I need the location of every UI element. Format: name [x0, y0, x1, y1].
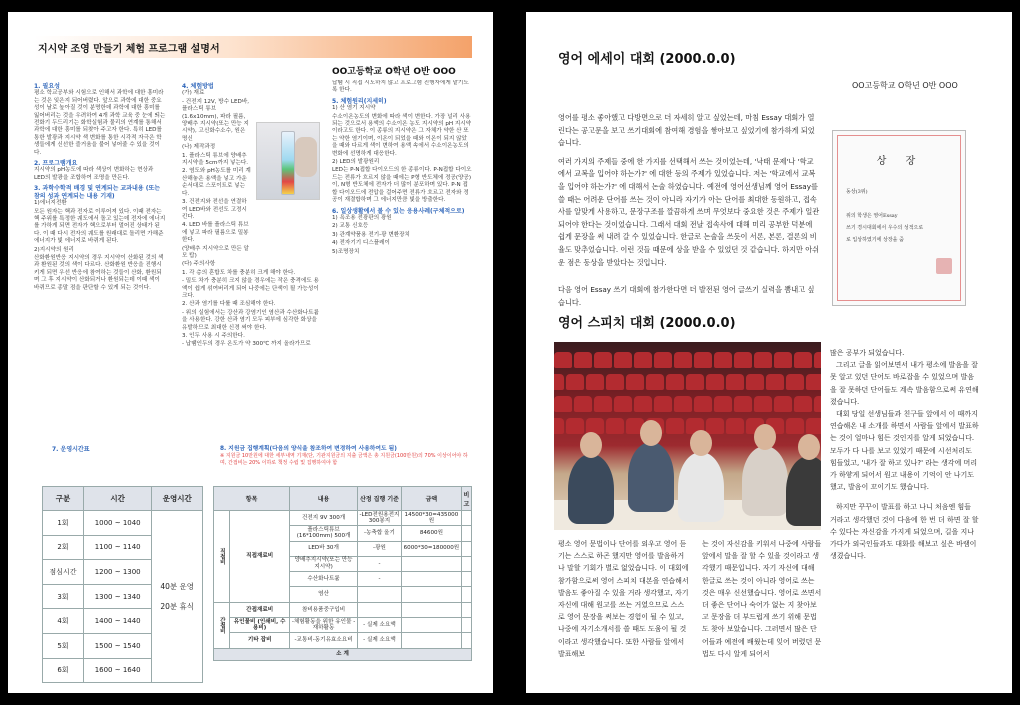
- essay-body: [558, 112, 820, 275]
- auditorium-seat: [654, 396, 672, 412]
- table-cell: [357, 587, 401, 602]
- budget-table: [213, 486, 472, 661]
- auditorium-seat: [694, 396, 712, 412]
- table-cell: 수산화나트륨: [290, 572, 358, 587]
- paragraph: 4. LED 바를 플라스틱 튜브에 넣고 파라 필름으로 밀봉한다.: [182, 222, 249, 244]
- table-cell: 플라스틱튜브(16*100mm) 500개: [290, 526, 358, 541]
- paragraph: - 납땜인두의 경우 온도가 약 300℃ 까지 올라가므로: [182, 341, 311, 348]
- page-header-bar: [34, 36, 472, 58]
- paragraph: (양배추 지시약으로 만든 알모 탑): [182, 245, 249, 259]
- judge-figure: [678, 452, 724, 522]
- indicator-lamp-photo: [256, 122, 320, 200]
- table-cell: 1200 ~ 1300: [83, 560, 151, 585]
- judge-figure: [568, 454, 614, 524]
- paragraph: 2) LED의 발광원리: [332, 159, 380, 166]
- auditorium-seat: [574, 396, 592, 412]
- section-heading: 3. 과학수학적 배경 및 연계되는 교과내용 (또는 참의 성과 연계되는 내용 기재): [34, 185, 161, 200]
- auditorium-seat: [554, 418, 564, 434]
- table-cell: [461, 511, 471, 526]
- speech-body-col1: 평소 영어 문법이나 단어를 외우고 영어 듣기는 스스로 하곤 했지만 영어를 발음하거나 말할 기회가 별로 없었습니다. 이 대회에 참가함으로써 영어 스피치 대본을 연습해서 발음도 좋아질 수 있을 거라 생각했고, 자기 자신에 대해 원고를 쓰는 거였으므로 스스로 영어 문장을 써보는 경험이 될 수 있고, 나중에 자기소개서를 쓸 때도 도움이 될 것이라고 생각했습니다. 또한 사람들 앞에서 발표해보: [558, 540, 689, 658]
- table-cell: 소 계: [214, 648, 472, 660]
- certificate-line: 동상(3위): [846, 189, 868, 195]
- column-3: [332, 80, 472, 420]
- paragraph: 1) 산 염기 지시약: [332, 105, 376, 112]
- table-cell: 1300 ~ 1340: [83, 584, 151, 609]
- table-cell: [461, 541, 471, 556]
- table-cell: -: [357, 572, 401, 587]
- table-cell: 1회: [43, 511, 84, 536]
- paragraph: 3. 건전지와 전선을 연결하여 LED바와 전선도 고정시킨다.: [182, 199, 247, 220]
- table-cell: 6000*30=180000원: [401, 541, 461, 556]
- schedule-heading: 7. 운영시간표: [52, 446, 90, 453]
- table-cell: 점심시간: [43, 560, 84, 585]
- auditorium-seat: [634, 396, 652, 412]
- table-cell: 참비용품중구입비: [290, 602, 358, 617]
- section-heading: 1. 필요성: [34, 83, 60, 90]
- certificate-line: 로 입상하였기에 상장을 줌: [846, 237, 904, 243]
- auditorium-seat: [654, 352, 672, 368]
- table-cell: 간접비: [214, 602, 230, 648]
- paragraph: 납땜 시 직접 시도하지 않고 프로그램 진행자에게 맡기도록 한다.: [332, 80, 469, 94]
- paragraph: 3. 인두 사용 시 주의한다.: [182, 333, 245, 339]
- auditorium-seat: [726, 418, 744, 434]
- paragraph: LED는 P-N접합 다이오드의 한 종류이다. P-N접합 다이오드는 전류가 흐르지 않을 때에는 P형 반도체에 정공(양공)이, N형 반도체에 전자가 더 많이 분포하며 있다. P-N 접합 다이오드에 전압을 걸어주면 전류가 흐르고 전자와 정공이 재결합하며 그 에너지만큼 빛을 방출한다.: [332, 167, 472, 204]
- table-cell: 기타 잡비: [230, 633, 290, 648]
- paragraph: 2. 산과 염기를 다룰 때 조심해야 한다.: [182, 301, 276, 308]
- table-cell: - 실제 소요액: [357, 618, 401, 633]
- paragraph: 많은 공부가 되었습니다.: [830, 349, 905, 357]
- speech-body-col3: [830, 347, 980, 568]
- auditorium-seat: [614, 352, 632, 368]
- auditorium-seat: [734, 352, 752, 368]
- table-cell: [401, 556, 461, 571]
- auditorium-seat: [786, 418, 804, 434]
- paragraph: 다음 영어 Essay 쓰기 대회에 참가한다면 더 발전된 영어 글쓰기 실력을 뽐내고 싶습니다.: [558, 285, 815, 307]
- essay-closing: [558, 284, 820, 315]
- table-cell: 간접재료비: [230, 602, 290, 617]
- table-row: [214, 633, 472, 648]
- break-length: 20분 휴식: [160, 601, 195, 611]
- auditorium-seat: [666, 374, 684, 390]
- paragraph: 1) 욕조용 전광판의 광원: [332, 214, 392, 221]
- schedule-table: [42, 486, 203, 683]
- table-cell: 4회: [43, 609, 84, 634]
- auditorium-seat: [566, 418, 584, 434]
- speech-contest-photo: [554, 342, 821, 530]
- table-cell: 1100 ~ 1140: [83, 535, 151, 560]
- paragraph: - 건전지 12V, 방수 LED바, 플라스틱 튜브 (1.6x10mm), 파라 필름, 양배추 지시약(또는 만능 지시약), 고신화수소수, 원은 명신: [182, 98, 250, 142]
- table-row: [43, 511, 203, 536]
- table-cell: 3회: [43, 584, 84, 609]
- table-cell: [461, 587, 471, 602]
- table-cell: -: [357, 556, 401, 571]
- award-certificate: [832, 130, 966, 306]
- auditorium-seat: [774, 396, 792, 412]
- table-header: 운영시간: [152, 487, 203, 511]
- paragraph: 여러 가지의 주제들 중에 한 가지를 선택해서 쓰는 것이었는데, '낙태 문제'나 '학교에서 교복을 입어야 하는가?' 에 대한 등의 주제가 있었습니다. 저는 '학교에서 교복을 입어야 하는가?' 에 대해서 논술 하였습니다. 예전에 영어선생님께 영어 Essay를 쓸 때는 어려운 단어를 쓰는 것이 아니라 자기가 아는 단어를 최대한 동원하고, 접속사를 알맞게 사용하고, 문장구조를 깔끔하게 쓰며 무엇보다 중요한 것은 주제가 일관되어야 한다는 것이었습니다. 그래서 대회 전날 접속사에 대해 미리 공부한 덕분에 쉽게 문장을 써 내려 갈 수 있었습니다. 한글로 논술을 쓰듯이 서론, 본론, 결론의 비율도 맞추었습니다. 이런 것들 때문에 상을 받을 수 있었던 것 같습니다. 하지만 아쉬운 점은 동상을 받았다는 것입니다.: [558, 156, 820, 267]
- judge-head: [640, 420, 662, 446]
- table-cell: 14500*30=435000원: [401, 511, 461, 526]
- table-cell: -농축합 올기: [357, 526, 401, 541]
- auditorium-seat: [554, 352, 572, 368]
- table-cell: 직접재료비: [230, 511, 290, 603]
- section-heading: 5. 체험원리(지세히): [332, 97, 387, 105]
- activity-report-page: [526, 12, 1012, 693]
- table-cell: -교통비-동기유효소요비: [290, 633, 358, 648]
- auditorium-seat: [734, 396, 752, 412]
- table-header: 내용: [290, 487, 358, 511]
- certificate-title: 상 장: [876, 156, 924, 167]
- page-title: 지시약 조영 만들기 체험 프로그램 설명서: [38, 44, 220, 55]
- table-cell: [461, 618, 471, 633]
- seal-stamp: [936, 258, 952, 274]
- author-line: OO고등학교 O학년 O반 OOO: [332, 67, 456, 77]
- judge-head: [754, 424, 776, 450]
- auditorium-seat: [574, 352, 592, 368]
- table-cell: LED바 30개: [290, 541, 358, 556]
- table-cell: [401, 587, 461, 602]
- table-cell: [401, 572, 461, 587]
- auditorium-seat: [674, 352, 692, 368]
- table-cell: 1000 ~ 1040: [83, 511, 151, 536]
- table-cell: [461, 572, 471, 587]
- table-cell: 염산: [290, 587, 358, 602]
- table-cell: [461, 556, 471, 571]
- auditorium-seat: [754, 396, 772, 412]
- paragraph: (나) 제작과정: [182, 144, 216, 151]
- auditorium-seat: [706, 374, 724, 390]
- table-row: [214, 618, 472, 633]
- essay-contest-title: 영어 에세이 대회 (2000.0.0): [558, 52, 736, 67]
- paragraph: 산화환원반응 지시약의 경우 지시약이 산화된 것의 색과 환원된 것의 색이 다르다. 산화환원 반응을 진행시키게 되면 우선 반응에 참여하는 것들이 산화, 환원되며 그 후 지시약이 산화되거나 환원되는데 이때 색이 바뀌므로 종말 점을 판단할 수 있게 되는 것이다.: [34, 254, 164, 291]
- table-header: 비고: [461, 487, 471, 511]
- auditorium-seat: [814, 396, 821, 412]
- table-cell: -광원: [357, 541, 401, 556]
- judge-figure: [628, 442, 674, 512]
- table-cell: 5회: [43, 633, 84, 658]
- operation-note: [152, 511, 203, 683]
- judge-head: [580, 432, 602, 458]
- paragraph: 2. 염도와 pH농도를 미리 계산해놓은 용액을 넣고 가운 순서대로 스포이트로 넣는다.: [182, 168, 251, 197]
- auditorium-seat: [646, 374, 664, 390]
- table-cell: 2회: [43, 535, 84, 560]
- auditorium-seat: [626, 374, 644, 390]
- speech-body-col2: 는 것이 자신감을 키워서 나중에 사람들 앞에서 말을 잘 할 수 있을 것이라고 생각했기 때문입니다. 자기 자신에 대해 한글로 쓰는 것이 아니라 영어로 쓰는 것은 매우 신선했습니다. 영어로 쓰면서 더 좋은 단어나 숙어가 없는 지 찾아보고 문장을 더 부드럽게 쓰기 위해 문법도 찾아 보았습니다. 그러면서 많은 단어들과 예전에 배웠는데 잊어 버렸던 문법도 다시 알게 되어서: [702, 540, 822, 658]
- judge-figure: [786, 456, 821, 526]
- auditorium-seat: [594, 352, 612, 368]
- auditorium-seat: [746, 374, 764, 390]
- table-cell: - 실제 소요액: [357, 633, 401, 648]
- run-length: 40분 운영: [160, 581, 195, 591]
- judge-figure: [742, 446, 788, 516]
- speech-contest-title: 영어 스피치 대회 (2000.0.0): [558, 316, 736, 331]
- paragraph: 2)지시약의 원리: [34, 246, 74, 253]
- certificate-line: 위의 학생은 영어Essay: [846, 213, 898, 219]
- paragraph: - 밀도 차가 충분히 크지 않을 경우에는 작은 충격에도 용액이 쉽게 섞여버리게 되어 나중에는 단색이 될 가능성이 크다.: [182, 278, 319, 299]
- auditorium-seat: [634, 352, 652, 368]
- auditorium-seat: [686, 374, 704, 390]
- paragraph: 대회 당일 선생님들과 친구들 앞에서 이 때까지 연습해온 내 소개를 하면서 사람들 앞에서 발표하는 것이 얼마나 힘든 것인지를 알게 되었습니다. 모두가 다 나를 보고 있었기 때문에 시선처리도 힘들었고, '내가 잘 하고 있나?' 라는 생각에 머리가 하얗게 되어서 원고 내용이 기억이 안 나기도 했고, 발음이 꼬이기도 했습니다.: [830, 410, 979, 492]
- auditorium-seat: [674, 396, 692, 412]
- auditorium-seat: [794, 352, 812, 368]
- table-cell: 건전지 9V 300개: [290, 511, 358, 526]
- auditorium-seat: [726, 374, 744, 390]
- table-cell: 양배추지시약(또는 만능 지시약): [290, 556, 358, 571]
- auditorium-seat: [794, 396, 812, 412]
- paragraph: - 위의 실험에서는 강산과 강염기인 염산과 수산화나트륨을 사용한다. 강한 산과 염기 모두 피부에 심각한 화상을 유발하므로 최대한 신경 써야 한다.: [182, 309, 319, 331]
- auditorium-seat: [694, 352, 712, 368]
- table-cell: -LED전원용전지 300봉지: [357, 511, 401, 526]
- auditorium-seat: [606, 418, 624, 434]
- table-cell: [461, 633, 471, 648]
- section-heading: 6. 일상생활에서 볼 수 있는 응용사례(구체적으로): [332, 207, 465, 215]
- table-row: [214, 648, 472, 660]
- table-cell: 유인물비 (인쇄비, 수용비): [230, 618, 290, 633]
- table-header: 산정 집행 기준: [357, 487, 401, 511]
- table-cell: 6회: [43, 658, 84, 683]
- paragraph: 모든 원자는 핵과 전자로 이루어져 있다. 이때 전자는 핵 주위를 특정한 궤도에서 돌고 있는데 전자에 에너지를 가하게 되면 전자가 핵으로부터 멀어진 상태가 된다. 이 때 다시 전자의 궤도를 원래대로 돌리면 가해준 에너지가 빛 에너지로 바뀌게 된다.: [34, 208, 166, 245]
- table-cell: [461, 526, 471, 541]
- table-cell: 직접비: [214, 511, 230, 603]
- table-cell: -체험활동을 위한 유인물 -재하활동: [290, 618, 358, 633]
- auditorium-seat: [814, 352, 821, 368]
- paragraph: 수소이온농도의 변화에 따라 색이 변한다. 가장 널리 사용되는 것으로서 용액의 수소이온 농도 지시약의 pH 지시약이라고도 한다. 이 종류의 지시약은 그 자체가 약한 산 또는 약한 염기이며, 이온이 되었을 때와 이온이 되지 않았을 때와 다르게 색이 변하여 용액 속에서 수소이온농도의 변화에 선명하게 대응한다.: [332, 113, 472, 157]
- auditorium-seat: [566, 374, 584, 390]
- auditorium-seat: [666, 418, 684, 434]
- budget-heading: 8. 지원금 집행계획(다음의 양식을 참조하여 변경하여 사용하여도 됨): [220, 446, 397, 452]
- auditorium-seat: [606, 374, 624, 390]
- auditorium-seat: [806, 374, 821, 390]
- judge-head: [798, 434, 820, 460]
- table-cell: 1400 ~ 1440: [83, 609, 151, 634]
- table-header: 금액: [401, 487, 461, 511]
- table-cell: 1600 ~ 1640: [83, 658, 151, 683]
- author-line: OO고등학교 O학년 O반 OOO: [852, 81, 958, 90]
- paragraph: 하지만 꾸꾸이 발표를 하고 나니 처음엔 힘들 거라고 생각했던 것이 다음에 한 번 더 하면 잘 할 수 있다는 자신감을 가지게 되었으며, 길을 지나가다가 외국인들과도 대화를 해보고 싶은 바램이 생겼습니다.: [830, 503, 979, 561]
- table-row: [214, 511, 472, 526]
- auditorium-seat: [754, 352, 772, 368]
- judge-head: [690, 430, 712, 456]
- auditorium-seat: [554, 374, 564, 390]
- table-header: 시간: [83, 487, 151, 511]
- auditorium-seat: [714, 396, 732, 412]
- paragraph: 평소 학교공부와 시험으로 인해서 과학에 대한 흥미라는 것은 잊은지 되어버렸다. 앞으로 과학에 대한 중요성이 날로 높아질 것이 분명한데 과학에 대한 흥미를 잃어버리는 것을 우려하여 4개 과학 교육 중 눈에 띄는 전화기 두드리기는 화학실험과 물리의 연계를 통해서 과학에 대한 흥미를 되찾아 주고자 한다. 특히 LED를 통한 발광과 지시약 색 변화를 통한 시각적 자극은 학생들에게 신선한 즐거움을 불어 넣어줄 수 있을 것이다.: [34, 90, 166, 156]
- paragraph: 2) 교통 신호등: [332, 223, 369, 230]
- paragraph: 3) 관계약품용 전기-광 변환장치: [332, 231, 410, 238]
- paragraph: 1)에너지전환: [34, 200, 67, 207]
- paragraph: 1. 플라스틱 튜브에 양배추 지시약을 5cm까지 넣는다.: [182, 152, 249, 167]
- table-cell: 1500 ~ 1540: [83, 633, 151, 658]
- budget-note: ※ 지원금 10만원에 대한 세부내역 기재(단, 기관지원금의 지출 금액은 총 지원금(100만원)의 70% 이상이어야 하며, 간접비는 20% 이하로 책정 수립 및 집행하여야 함: [220, 453, 468, 466]
- paragraph: (가) 재료: [182, 90, 205, 97]
- auditorium-seat: [786, 374, 804, 390]
- table-cell: [357, 602, 401, 617]
- section-heading: 2. 프로그램개요: [34, 160, 78, 168]
- paragraph: 1. 각 층의 혼합도 차를 충분히 크게 해야 한다.: [182, 269, 296, 276]
- table-cell: 84600원: [401, 526, 461, 541]
- auditorium-seat: [594, 396, 612, 412]
- auditorium-seat: [806, 418, 821, 434]
- auditorium-seat: [614, 396, 632, 412]
- table-row: [214, 602, 472, 617]
- table-header: 구분: [43, 487, 84, 511]
- column-1: [34, 80, 166, 402]
- table-cell: [461, 602, 471, 617]
- auditorium-seat: [714, 352, 732, 368]
- auditorium-seat: [774, 352, 792, 368]
- table-cell: [401, 633, 461, 648]
- paragraph: (다) 주의사항: [182, 261, 216, 268]
- paragraph: 지시약의 pH농도에 따라 색상이 변화하는 현상과 LED의 발광을 조합하여 조명을 만든다.: [34, 167, 154, 181]
- table-header: 항목: [214, 487, 290, 511]
- paragraph: 영어를 평소 좋아했고 다방면으로 더 자세히 알고 싶었는데, 마침 Essay 대회가 열린다는 공고문을 보고 쓰기대회에 참여해 경험을 쌓아보고 싶었기에 참가하게 되었습니다.: [558, 113, 815, 148]
- program-guide-page: [8, 12, 493, 693]
- auditorium-seat: [554, 396, 572, 412]
- paragraph: 5)조명장치: [332, 248, 360, 255]
- certificate-line: 쓰기 경시대회에서 우수의 성적으로: [846, 225, 924, 231]
- table-cell: [401, 618, 461, 633]
- paragraph: 4) 전자기기 디스플레이: [332, 240, 390, 247]
- auditorium-seat: [706, 418, 724, 434]
- auditorium-seat: [586, 374, 604, 390]
- paragraph: 그리고 글을 읽어보면서 내가 평소에 발음을 잘못 알고 있던 단어도 바로잡을 수 있었으며 발음을 잘 못하던 단어들도 계속 발음함으로써 유연해졌습니다.: [830, 361, 979, 406]
- table-cell: [401, 602, 461, 617]
- auditorium-seat: [766, 374, 784, 390]
- section-heading: 4. 체험방법: [182, 83, 214, 90]
